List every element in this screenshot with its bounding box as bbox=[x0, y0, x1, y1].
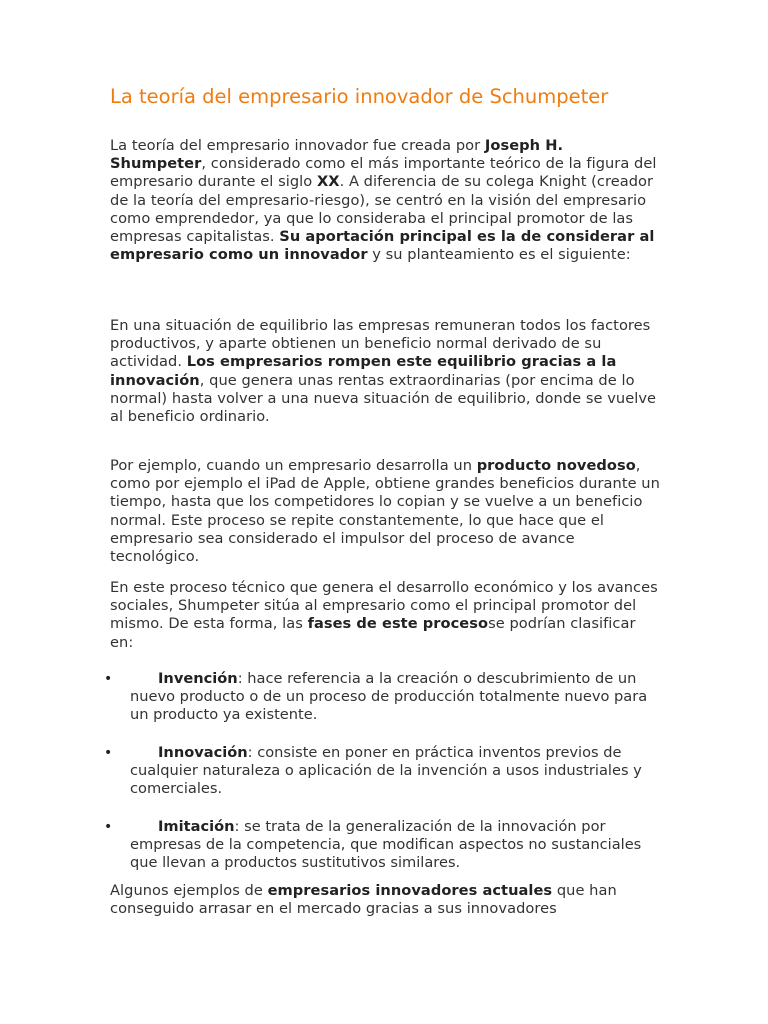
list-item-invencion bbox=[130, 670, 662, 725]
text-run: , que genera unas rentas extraordinarias (por encima de lo normal) hasta volver a una nueva situación de equilibrio, donde se vuelve al beneficio ordinario. bbox=[110, 371, 657, 426]
text-run: En este proceso técnico que genera el desarrollo económico y los avances sociales, Shumpeter sitúa al empresario como el principal promotor del mismo. De esta forma, las bbox=[110, 579, 658, 633]
list-item-imitacion bbox=[130, 818, 662, 873]
text-run: se podrían clasificar en: bbox=[110, 615, 636, 651]
bold-run: Su aportación principal es la de considerar al empresario como un innovador bbox=[110, 228, 655, 264]
bold-run: producto novedoso bbox=[476, 457, 636, 474]
bold-run: empresarios innovadores actuales bbox=[267, 882, 553, 899]
bullet-text: : hace referencia a la creación o descubrimiento de un nuevo producto o de un proceso de producción totalmente nuevo para un producto ya existente. bbox=[130, 670, 648, 724]
list-item-innovacion bbox=[130, 744, 662, 799]
bullet-term: Invención bbox=[158, 670, 238, 687]
text-run: . A diferencia de su colega Knight (creador de la teoría del empresario-riesgo), se centró en la visión del empresario como emprendedor, ya que lo consideraba el principal promotor de las empresas capitalistas. bbox=[110, 173, 654, 246]
bold-run: Joseph H. Shumpeter bbox=[110, 137, 564, 173]
bullet-text: : se trata de la generalización de la innovación por empresas de la competencia, que modifican aspectos no sustanciales que llevan a productos sustitutivos similares. bbox=[130, 818, 642, 872]
bullet-term: Innovación bbox=[158, 744, 248, 761]
text-run: En una situación de equilibrio las empresas remuneran todos los factores productivos, y aparte obtienen un beneficio normal derivado de su actividad. bbox=[110, 317, 651, 371]
bold-run: XX bbox=[316, 173, 340, 191]
bullet-icon: • bbox=[104, 745, 113, 761]
paragraph-intro bbox=[110, 137, 662, 264]
text-run: Por ejemplo, cuando un empresario desarrolla un bbox=[110, 457, 477, 474]
paragraph-phases-intro bbox=[110, 579, 662, 652]
text-run: Algunos ejemplos de bbox=[110, 882, 268, 899]
text-run: La teoría del empresario innovador fue creada por bbox=[110, 137, 485, 154]
text-run: , considerado como el más importante teórico de la figura del empresario durante el siglo bbox=[110, 155, 657, 191]
text-run: que han conseguido arrasar en el mercado gracias a sus innovadores bbox=[110, 882, 617, 918]
bold-run: fases de este proceso bbox=[307, 615, 489, 633]
bullet-text: : consiste en poner en práctica inventos previos de cualquier naturaleza o aplicación de la invención a usos industriales y comerciales. bbox=[130, 744, 642, 798]
paragraph-example bbox=[110, 457, 662, 566]
paragraph-equilibrium bbox=[110, 317, 662, 426]
bullet-icon: • bbox=[104, 671, 113, 687]
text-run: y su planteamiento es el siguiente: bbox=[367, 246, 631, 264]
bold-run: Los empresarios rompen este equilibrio gracias a la innovación bbox=[110, 353, 617, 389]
document-title: La teoría del empresario innovador de Schumpeter bbox=[110, 85, 609, 108]
text-run: , como por ejemplo el iPad de Apple, obtiene grandes beneficios durante un tiempo, hasta que los competidores lo copian y se vuelve a un beneficio normal. Este proceso se repite constantemente, lo que hace que el empresario sea considerado el impulsor del proceso de avance tecnológico. bbox=[110, 457, 660, 566]
bullet-term: Imitación bbox=[158, 818, 235, 835]
bullet-icon: • bbox=[104, 819, 113, 835]
paragraph-examples bbox=[110, 882, 670, 918]
